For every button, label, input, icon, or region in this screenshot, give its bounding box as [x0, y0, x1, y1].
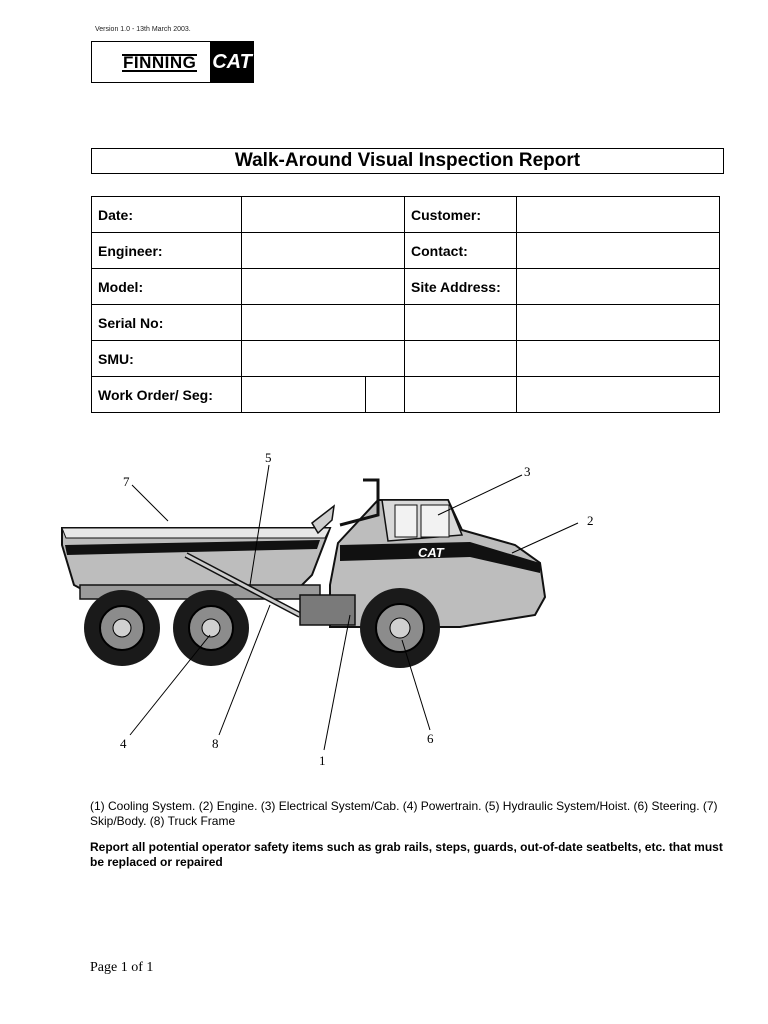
contact-field[interactable]: [517, 233, 720, 269]
finning-cat-logo: [91, 41, 254, 83]
version-text: Version 1.0 - 13th March 2003.: [95, 26, 191, 33]
serial-label: Serial No:: [92, 305, 242, 341]
callout-1: 1: [319, 753, 326, 768]
engineer-field[interactable]: [242, 233, 405, 269]
engineer-label: Engineer:: [92, 233, 242, 269]
site-address-field-2[interactable]: [517, 305, 720, 341]
report-title: Walk-Around Visual Inspection Report: [91, 148, 724, 174]
site-address-line-2[interactable]: [405, 305, 517, 341]
legend-text: (1) Cooling System. (2) Engine. (3) Electrical System/Cab. (4) Powertrain. (5) Hydraulic System/Hoist. (6) Steering. (7) Skip/Body. (8) Truck Frame: [90, 799, 718, 828]
front-wheel: [360, 588, 440, 668]
table-row: [92, 269, 720, 305]
callout-3: 3: [524, 464, 531, 479]
model-label: Model:: [92, 269, 242, 305]
customer-field[interactable]: [517, 197, 720, 233]
callout-2: 2: [587, 513, 594, 528]
callout-8: 8: [212, 736, 219, 751]
articulation-joint: [300, 595, 355, 625]
callout-6: 6: [427, 731, 434, 746]
cab-cat-logo: CAT: [418, 545, 444, 560]
site-address-label: Site Address:: [405, 269, 517, 305]
table-row: [92, 377, 720, 413]
callout-4: 4: [120, 736, 127, 751]
site-address-field-3[interactable]: [517, 341, 720, 377]
site-address-field[interactable]: [517, 269, 720, 305]
inspection-info-table: [91, 196, 720, 413]
cat-logo: CAT: [210, 41, 254, 83]
callout-5: 5: [265, 450, 272, 465]
page-number: Page 1 of 1: [90, 960, 154, 975]
site-address-line-3[interactable]: [405, 341, 517, 377]
finning-logo-text: FINNING: [123, 53, 197, 72]
contact-label: Contact:: [405, 233, 517, 269]
date-label: Date:: [92, 197, 242, 233]
segment-field[interactable]: [366, 377, 405, 413]
rear-wheel-2: [173, 590, 249, 666]
table-row: [92, 233, 720, 269]
site-address-field-4[interactable]: [517, 377, 720, 413]
table-row: [92, 305, 720, 341]
table-row: [92, 341, 720, 377]
date-field[interactable]: [242, 197, 405, 233]
callout-7: 7: [123, 474, 130, 489]
customer-label: Customer:: [405, 197, 517, 233]
safety-note: Report all potential operator safety items such as grab rails, steps, guards, out-of-date seatbelts, etc. that must be replaced or repaired: [90, 840, 723, 869]
site-address-line-4[interactable]: [405, 377, 517, 413]
smu-label: SMU:: [92, 341, 242, 377]
smu-field[interactable]: [242, 341, 405, 377]
serial-field[interactable]: [242, 305, 405, 341]
work-order-label: Work Order/ Seg:: [92, 377, 242, 413]
work-order-field[interactable]: [242, 377, 366, 413]
rear-wheel-1: [84, 590, 160, 666]
model-field[interactable]: [242, 269, 405, 305]
table-row: [92, 197, 720, 233]
truck-diagram: [0, 445, 768, 775]
